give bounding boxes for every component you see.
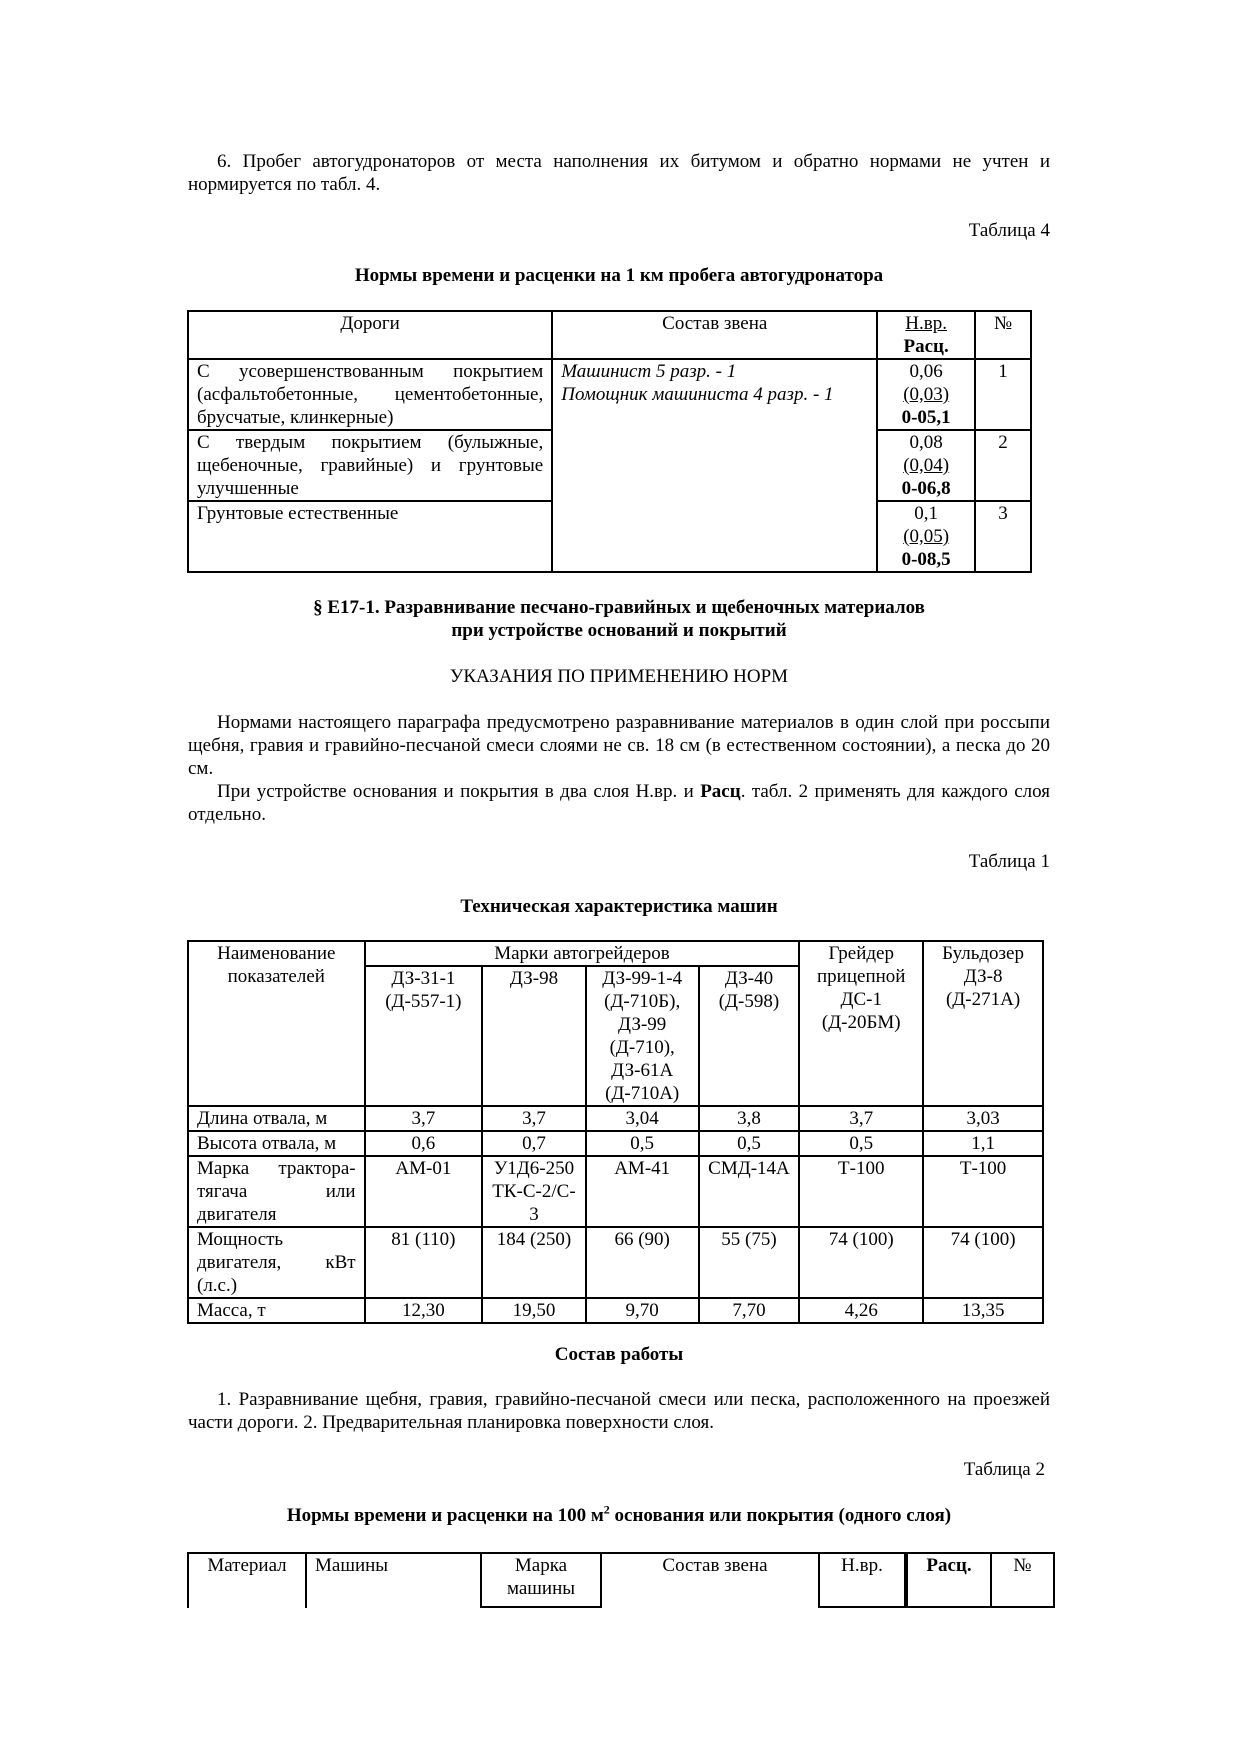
table4-header-rasc: Расц. <box>903 336 949 357</box>
table4-header-crew: Состав звена <box>552 311 877 359</box>
table4-road: Грунтовые естественные <box>188 501 552 572</box>
table1-header-dozer: Бульдозер ДЗ-8 (Д-271А) <box>923 941 1043 1106</box>
table-row <box>188 1298 1043 1323</box>
table4-rasc: 0-08,5 <box>901 549 951 570</box>
table2-header-mark: Марка машины <box>480 1552 602 1608</box>
table4-crew-line: Помощник машиниста 4 разр. - 1 <box>561 384 834 405</box>
guidelines-paragraph-2-text: При устройстве основания и покрытия в два слоя Н.вр. и <box>217 781 701 802</box>
table4-rasc: 0-06,8 <box>901 478 951 499</box>
table1-cell: 81 (110) <box>365 1227 483 1298</box>
table1-cell: 7,70 <box>699 1298 800 1323</box>
table1-cell: 1,1 <box>923 1131 1043 1156</box>
table2-header-crew: Состав звена <box>600 1552 830 1608</box>
table2-title <box>188 1504 1050 1527</box>
table4-road: С твердым покрытием (булыжные, щебеночные, гравийные) и грунтовые улучшенные <box>188 430 552 501</box>
table4-header-norm <box>877 311 975 359</box>
table1-cell: АМ-41 <box>586 1156 699 1227</box>
table4-label: Таблица 4 <box>968 220 1050 241</box>
table1-row-name: Марка трактора-тягача или двигателя <box>188 1156 365 1227</box>
table2 <box>187 1552 1057 1608</box>
table1-cell: 13,35 <box>923 1298 1043 1323</box>
table1-cell: 66 (90) <box>586 1227 699 1298</box>
table4-header-roads: Дороги <box>188 311 552 359</box>
section-title-line-1: § Е17-1. Разравнивание песчано-гравийных и щебеночных материалов <box>313 597 925 618</box>
table-row <box>188 1131 1043 1156</box>
table4-nvr: 0,06 <box>909 361 943 382</box>
table1-model: ДЗ-31-1 (Д-557-1) <box>365 966 483 1106</box>
guidelines-paragraph-2-text-end: . табл. 2 применять для каждого слоя отдельно. <box>188 781 1050 825</box>
table1-row-name: Длина отвала, м <box>188 1106 365 1131</box>
table1-row-name: Высота отвала, м <box>188 1131 365 1156</box>
table4-norm <box>877 501 975 572</box>
table4-num: 3 <box>975 501 1031 572</box>
table2-header-num: № <box>990 1552 1055 1608</box>
table1-cell: СМД-14А <box>699 1156 800 1227</box>
table1-cell: 3,03 <box>923 1106 1043 1131</box>
table2-title-text: Нормы времени и расценки на 100 м <box>286 1505 604 1526</box>
table4-header-num: № <box>975 311 1031 359</box>
table1-cell: Т-100 <box>799 1156 923 1227</box>
guidelines-title: УКАЗАНИЯ ПО ПРИМЕНЕНИЮ НОРМ <box>449 666 789 687</box>
table2-title-sup: 2 <box>603 1502 610 1517</box>
table1-cell: Т-100 <box>923 1156 1043 1227</box>
table4-nvr-machine: (0,04) <box>903 455 950 476</box>
table1-label: Таблица 1 <box>968 851 1050 872</box>
table2-header-material: Материал <box>187 1552 307 1608</box>
table1-model: ДЗ-98 <box>482 966 586 1106</box>
table2-title-text-end: основания или покрытия (одного слоя) <box>609 1505 952 1526</box>
paragraph-6: 6. Пробег автогудронаторов от места наполнения их битумом и обратно нормами не учтен и нормируется по табл. 4. <box>188 151 1050 195</box>
table4-num: 1 <box>975 359 1031 430</box>
table1-cell: 74 (100) <box>799 1227 923 1298</box>
table1-cell: 0,7 <box>482 1131 586 1156</box>
section-title-line-2: при устройстве оснований и покрытий <box>451 620 787 641</box>
table1-cell: 3,7 <box>365 1106 483 1131</box>
table1-cell: 4,26 <box>799 1298 923 1323</box>
table1-cell: 0,5 <box>586 1131 699 1156</box>
table1-cell: 184 (250) <box>482 1227 586 1298</box>
table1-header-row <box>188 941 1043 966</box>
table1-row-name: Масса, т <box>188 1298 365 1323</box>
work-title: Состав работы <box>554 1344 684 1365</box>
table1-cell: 3,8 <box>699 1106 800 1131</box>
table4-num: 2 <box>975 430 1031 501</box>
table2-header-machines: Машины <box>305 1552 483 1606</box>
table1-cell: 3,7 <box>482 1106 586 1131</box>
table4-road: С усовершенствованным покрытием (асфальтобетонные, цементобетонные, брусчатые, клинкерные) <box>188 359 552 430</box>
table1-cell: АМ-01 <box>365 1156 483 1227</box>
table-row <box>188 1227 1043 1298</box>
table1-cell: 55 (75) <box>699 1227 800 1298</box>
table1-cell: 0,6 <box>365 1131 483 1156</box>
table4-crew-line: Машинист 5 разр. - 1 <box>561 361 737 382</box>
guidelines-paragraph-2-bold: Расц <box>700 781 741 802</box>
table1 <box>187 940 1044 1324</box>
table-row <box>188 1106 1043 1131</box>
table1-model: ДЗ-99-1-4 (Д-710Б), ДЗ-99 (Д-710), ДЗ-61А (Д-710А) <box>586 966 699 1106</box>
table4-header-row <box>188 311 1031 359</box>
table1-cell: 3,04 <box>586 1106 699 1131</box>
table1-header-trailer: Грейдер прицепной ДС-1 (Д-20БМ) <box>799 941 923 1106</box>
table1-title: Техническая характеристика машин <box>460 896 778 917</box>
table1-row-name: Мощность двигателя, кВт (л.с.) <box>188 1227 365 1298</box>
table1-cell: 9,70 <box>586 1298 699 1323</box>
table2-label: Таблица 2 <box>963 1459 1045 1480</box>
table1-cell: 0,5 <box>799 1131 923 1156</box>
table1-cell: 19,50 <box>482 1298 586 1323</box>
table4-nvr: 0,08 <box>909 432 943 453</box>
table4-norm <box>877 359 975 430</box>
table4-nvr-machine: (0,05) <box>903 526 950 547</box>
table2-header-nvr: Н.вр. <box>818 1552 906 1608</box>
table1-header-name: Наименование показателей <box>188 941 365 1106</box>
table4-header-nvr: Н.вр. <box>905 313 947 334</box>
table1-cell: 0,5 <box>699 1131 800 1156</box>
guidelines-paragraph-2 <box>188 780 1050 826</box>
table4-nvr: 0,1 <box>914 503 939 524</box>
table4-rasc: 0-05,1 <box>901 407 951 428</box>
table4-title: Нормы времени и расценки на 1 км пробега автогудронатора <box>354 265 884 286</box>
table1-cell: 74 (100) <box>923 1227 1043 1298</box>
table1-header-graders: Марки автогрейдеров <box>365 941 800 966</box>
table2-header-rasc: Расц. <box>906 1552 992 1608</box>
table1-cell: У1Д6-250ТК-С-2/С-3 <box>482 1156 586 1227</box>
table4-norm <box>877 430 975 501</box>
table1-cell: 3,7 <box>799 1106 923 1131</box>
guidelines-paragraph-1: Нормами настоящего параграфа предусмотрено разравнивание материалов в один слой при россыпи щебня, гравия и гравийно-песчаной смеси слоями не св. 18 см (в естественном состоянии), а песка до 20 см. <box>188 712 1050 779</box>
table-row <box>188 1156 1043 1227</box>
table1-model: ДЗ-40 (Д-598) <box>699 966 800 1106</box>
work-text: 1. Разравнивание щебня, гравия, гравийно-песчаной смеси или песка, расположенного на проезжей части дороги. 2. Предварительная планировка поверхности слоя. <box>188 1389 1050 1433</box>
table4-crew <box>552 359 877 572</box>
table4-nvr-machine: (0,03) <box>903 384 950 405</box>
table-row <box>188 359 1031 430</box>
table1-cell: 12,30 <box>365 1298 483 1323</box>
table4 <box>187 310 1032 573</box>
